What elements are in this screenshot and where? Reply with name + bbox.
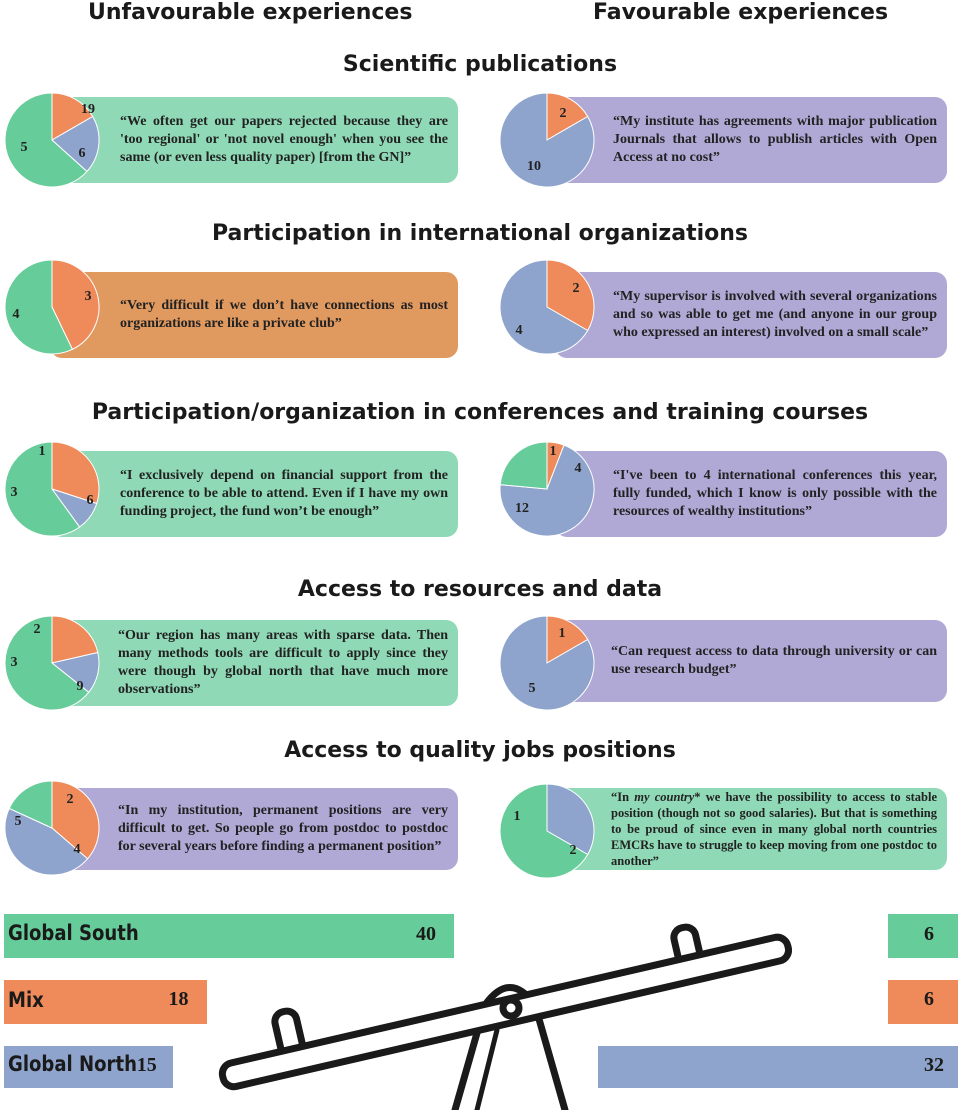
bar-label-global-south: Global South (8, 921, 139, 945)
bar-value-global-south-favourable: 6 (924, 923, 934, 945)
seesaw-icon (215, 910, 795, 1110)
quote-text: “Very difficult if we don’t have connections as most organizations are like a private club” (120, 298, 448, 331)
pie-label-global-north: 5 (528, 681, 536, 697)
quote-bubble-resources-unfavourable (50, 620, 458, 706)
pie-label-global-south: 4 (574, 461, 582, 477)
bar-value-mix-favourable: 6 (924, 988, 934, 1010)
pie-label-mix: 4 (73, 842, 81, 858)
pie-label-global-north: 2 (33, 622, 41, 638)
section-title-jobs: Access to quality jobs positions (284, 738, 676, 763)
bar-global-south-favourable (888, 914, 958, 958)
bar-label-global-north: Global North (8, 1052, 137, 1076)
pie-label-mix: 2 (559, 106, 567, 122)
quote-bubble-jobs-unfavourable (50, 788, 458, 870)
section-title-publications: Scientific publications (342, 52, 618, 77)
bar-label-mix: Mix (8, 988, 44, 1012)
pie-label-mix: 1 (558, 626, 566, 642)
pie-chart-organizations-unfavourable (4, 259, 100, 355)
bar-mix-favourable (888, 980, 958, 1024)
quote-bubble-organizations-unfavourable (50, 272, 458, 358)
pie-label-global-north: 5 (14, 814, 22, 830)
bar-value-global-south-unfavourable: 40 (416, 923, 436, 945)
quote-text: “I exclusively depend on financial support from the conference to be able to attend. Even if I have my own funding project, the fund won’t be enough” (120, 468, 448, 519)
pie-label-mix: 5 (20, 140, 28, 156)
pie-label-mix: 1 (549, 444, 557, 460)
section-title-resources: Access to resources and data (297, 577, 663, 602)
pie-chart-jobs-unfavourable (4, 780, 100, 876)
pie-label-global-north: 4 (515, 323, 523, 339)
pie-label-global-south: 9 (76, 679, 84, 695)
pie-label-mix: 3 (10, 485, 18, 501)
quote-bubble-conferences-unfavourable (50, 451, 458, 537)
bar-value-global-north-favourable: 32 (924, 1054, 944, 1076)
bar-value-mix-unfavourable: 18 (168, 988, 189, 1010)
pie-label-global-north: 6 (78, 146, 86, 162)
quote-bubble-publications-favourable (555, 97, 947, 183)
pie-chart-conferences-favourable (499, 441, 595, 537)
quote-text: “My supervisor is involved with several organizations and so was able to get me (and anyone in our group who expressed an interest) involved on a small scale” (613, 289, 937, 340)
pie-chart-resources-unfavourable (4, 615, 100, 711)
section-title-conferences: Participation/organization in conferences and training courses (91, 400, 869, 425)
favourable-header: Favourable experiences (593, 0, 889, 25)
pie-label-global-south: 2 (66, 792, 74, 808)
pie-label-global-north: 1 (38, 444, 46, 460)
section-title-organizations: Participation in international organizations (211, 221, 749, 246)
pie-label-global-south: 6 (86, 493, 94, 509)
pie-label-global-north: 10 (527, 159, 541, 175)
pie-label-mix: 2 (572, 281, 580, 297)
quote-bubble-organizations-favourable (555, 272, 947, 358)
pie-label-mix: 3 (84, 289, 92, 305)
pie-label-global-south: 2 (569, 843, 577, 859)
pie-chart-publications-favourable (499, 92, 595, 188)
quote-bubble-publications-unfavourable (50, 97, 458, 183)
pie-chart-jobs-favourable (499, 783, 595, 879)
quote-text: “In my institution, permanent positions are very difficult to get. So people go from postdoc to postdoc for several years before finding a permanent position” (118, 803, 448, 854)
quote-text: “My institute has agreements with major publication Journals that allows to publish articles with Open Access at no cost” (613, 114, 937, 165)
pie-label-global-north: 1 (513, 809, 521, 825)
quote-text: “We often get our papers rejected because they are 'too regional' or 'not novel enough' when you see the same (or even less quality paper) [from the GN]” (120, 114, 448, 165)
pie-label-mix: 3 (10, 655, 18, 671)
quote-text: “In my country* we have the possibility to access to stable position (though not so good salaries). But that is something to be proud of since even in many global north countries EMCRs have to struggle to keep moving from one postdoc to another” (611, 790, 938, 868)
unfavourable-header: Unfavourable experiences (88, 0, 413, 25)
quote-text: “Can request access to data through university or can use research budget” (611, 644, 937, 677)
quote-bubble-jobs-favourable (555, 788, 947, 870)
bar-value-global-north-unfavourable: 15 (136, 1054, 157, 1076)
pie-chart-organizations-favourable (499, 259, 595, 355)
pie-label-global-south: 19 (81, 102, 95, 118)
pie-label-global-north: 12 (515, 501, 529, 517)
quote-bubble-resources-favourable (555, 620, 947, 702)
quote-bubble-conferences-favourable (555, 451, 947, 537)
quote-text: “I've been to 4 international conferences this year, fully funded, which I know is only possible with the resources of wealthy institutions” (613, 468, 937, 519)
pie-chart-publications-unfavourable (4, 92, 100, 188)
quote-text: “Our region has many areas with sparse data. Then many methods tools are difficult to apply since they were though by global north that have much more observations” (118, 628, 448, 697)
pie-label-global-south: 4 (12, 307, 20, 323)
pie-slice-global-south (500, 442, 547, 489)
pie-chart-conferences-unfavourable (4, 441, 100, 537)
pie-chart-resources-favourable (499, 615, 595, 711)
